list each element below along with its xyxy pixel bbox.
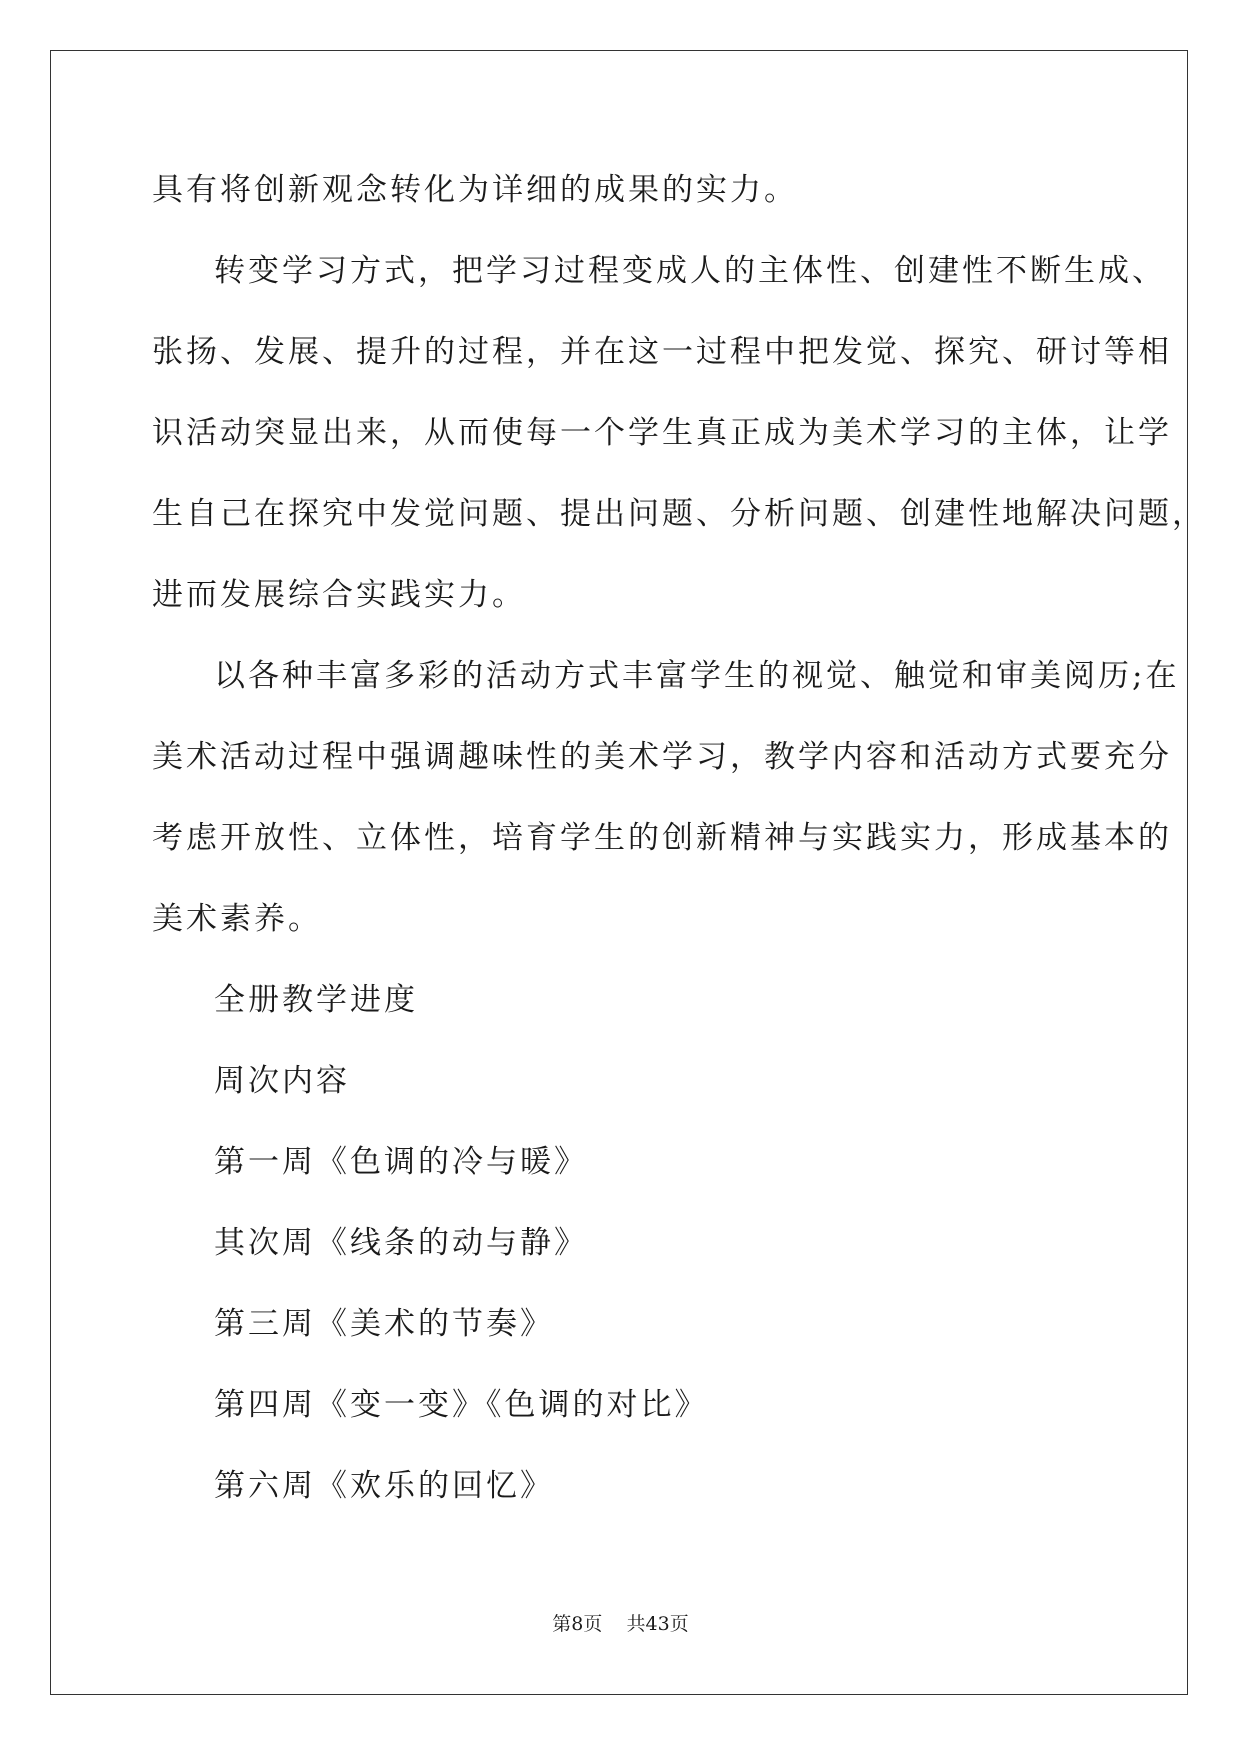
paragraph-line: 识活动突显出来，从而使每一个学生真正成为美术学习的主体，让学 [152,415,1172,451]
paragraph-line: 进而发展综合实践实力。 [152,577,526,613]
page-border [50,50,1188,1695]
list-item: 第六周《欢乐的回忆》 [214,1468,554,1504]
paragraph-line: 转变学习方式，把学习过程变成人的主体性、创建性不断生成、 [214,253,1166,289]
list-item: 第一周《色调的冷与暖》 [214,1144,588,1180]
page-total: 共43页 [626,1613,689,1635]
page-number: 第8页 [552,1613,603,1635]
paragraph-line: 生自己在探究中发觉问题、提出问题、分析问题、创建性地解决问题， [152,496,1206,532]
page-footer [0,1612,1241,1636]
list-header: 周次内容 [214,1063,350,1099]
paragraph-line: 具有将创新观念转化为详细的成果的实力。 [152,172,798,208]
list-item: 第四周《变一变》《色调的对比》 [214,1387,709,1423]
section-heading: 全册教学进度 [214,982,418,1018]
paragraph-line: 美术活动过程中强调趣味性的美术学习，教学内容和活动方式要充分 [152,739,1172,775]
list-item: 其次周《线条的动与静》 [214,1225,588,1261]
paragraph-line: 考虑开放性、立体性，培育学生的创新精神与实践实力，形成基本的 [152,820,1172,856]
list-item: 第三周《美术的节奏》 [214,1306,554,1342]
paragraph-line: 张扬、发展、提升的过程，并在这一过程中把发觉、探究、研讨等相 [152,334,1172,370]
paragraph-line: 以各种丰富多彩的活动方式丰富学生的视觉、触觉和审美阅历;在 [214,658,1180,694]
paragraph-line: 美术素养。 [152,901,322,937]
